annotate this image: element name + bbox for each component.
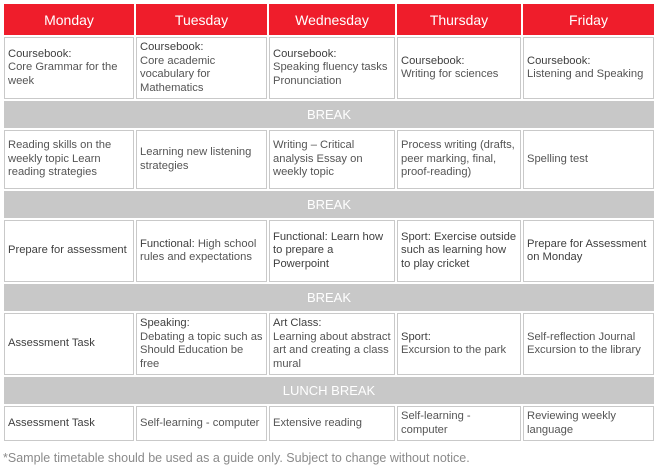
table-cell	[4, 37, 134, 99]
table-cell	[523, 130, 654, 189]
day-wednesday: Wednesday	[269, 4, 395, 35]
table-cell	[4, 220, 134, 282]
cell-text: Reading skills on the weekly topic Learn reading strategies	[8, 139, 112, 179]
break-row	[4, 284, 654, 311]
cell-heading: Sport:	[401, 330, 431, 343]
table-cell	[269, 220, 395, 282]
cell-heading: Coursebook:	[140, 41, 204, 53]
table-cell	[136, 220, 267, 282]
break-label: BREAK	[4, 101, 654, 128]
table-cell	[136, 130, 267, 189]
cell-text: Self-learning - computer	[401, 410, 471, 436]
table-cell	[269, 313, 395, 375]
break-row	[4, 377, 654, 404]
day-tuesday: Tuesday	[136, 4, 267, 35]
cell-heading: Prepare for Assessment on Monday	[527, 237, 647, 263]
table-row	[4, 220, 654, 282]
lunch-break-label: LUNCH BREAK	[4, 377, 654, 404]
day-monday: Monday	[4, 4, 134, 35]
day-header-row	[4, 4, 654, 35]
cell-heading: Functional:	[140, 237, 195, 250]
cell-heading: Assessment Task	[8, 337, 95, 350]
cell-text: Speaking fluency tasks Pronunciation	[273, 61, 388, 87]
cell-heading: Coursebook:	[527, 54, 591, 67]
cell-text: Learning new listening strategies	[140, 146, 252, 172]
table-cell	[523, 37, 654, 99]
table-cell	[397, 220, 521, 282]
timetable	[2, 2, 656, 443]
table-cell	[136, 313, 267, 375]
cell-text: Process writing (drafts, peer marking, final, proof-reading)	[401, 139, 515, 179]
cell-text: Excursion to the park	[401, 344, 507, 356]
table-cell	[397, 313, 521, 375]
cell-text: Debating a topic such as Should Education be free	[140, 330, 263, 370]
table-cell	[4, 130, 134, 189]
cell-heading: Coursebook:	[273, 47, 337, 60]
cell-text: Writing – Critical analysis Essay on weekly topic	[273, 139, 363, 179]
break-label: BREAK	[4, 191, 654, 218]
table-cell	[4, 313, 134, 375]
cell-heading: Coursebook:	[8, 47, 72, 60]
cell-heading: Art Class:	[273, 317, 322, 329]
table-row	[4, 37, 654, 99]
table-row	[4, 130, 654, 189]
day-thursday: Thursday	[397, 4, 521, 35]
cell-text: Core Grammar for the week	[8, 61, 118, 87]
day-friday: Friday	[523, 4, 654, 35]
cell-heading: Sport: Exercise outside such as learning how to play cricket	[401, 230, 517, 270]
cell-heading: Assessment Task	[8, 416, 95, 429]
cell-text: High school rules and expectations	[140, 237, 257, 263]
footnote: *Sample timetable should be used as a guide only. Subject to change without notice.	[3, 451, 470, 465]
cell-text: Core academic vocabulary for Mathematics	[140, 54, 216, 94]
break-row	[4, 101, 654, 128]
cell-text: Writing for sciences	[401, 68, 499, 80]
table-cell	[523, 220, 654, 282]
cell-text: Learning about abstract art and creating a class mural	[273, 330, 391, 370]
cell-text: Listening and Speaking	[527, 68, 644, 80]
cell-heading: Coursebook:	[401, 54, 465, 67]
break-label: BREAK	[4, 284, 654, 311]
cell-text: Self-reflection Journal Excursion to the library	[527, 330, 641, 356]
table-cell	[136, 406, 267, 441]
break-row	[4, 191, 654, 218]
cell-heading: Speaking:	[140, 317, 190, 329]
table-cell	[269, 406, 395, 441]
cell-text: Spelling test	[527, 152, 588, 165]
table-cell	[4, 406, 134, 441]
cell-heading: Prepare for assessment	[8, 244, 127, 257]
table-cell	[397, 130, 521, 189]
cell-text: Extensive reading	[273, 416, 362, 429]
cell-text: Self-learning - computer	[140, 416, 260, 429]
table-cell	[269, 130, 395, 189]
cell-heading: Functional: Learn how to prepare a Powerpoint	[273, 230, 384, 270]
table-cell	[269, 37, 395, 99]
table-cell	[523, 406, 654, 441]
table-cell	[523, 313, 654, 375]
table-row	[4, 313, 654, 375]
cell-text: Reviewing weekly language	[527, 410, 616, 436]
table-cell	[397, 406, 521, 441]
table-row	[4, 406, 654, 441]
table-cell	[397, 37, 521, 99]
table-cell	[136, 37, 267, 99]
